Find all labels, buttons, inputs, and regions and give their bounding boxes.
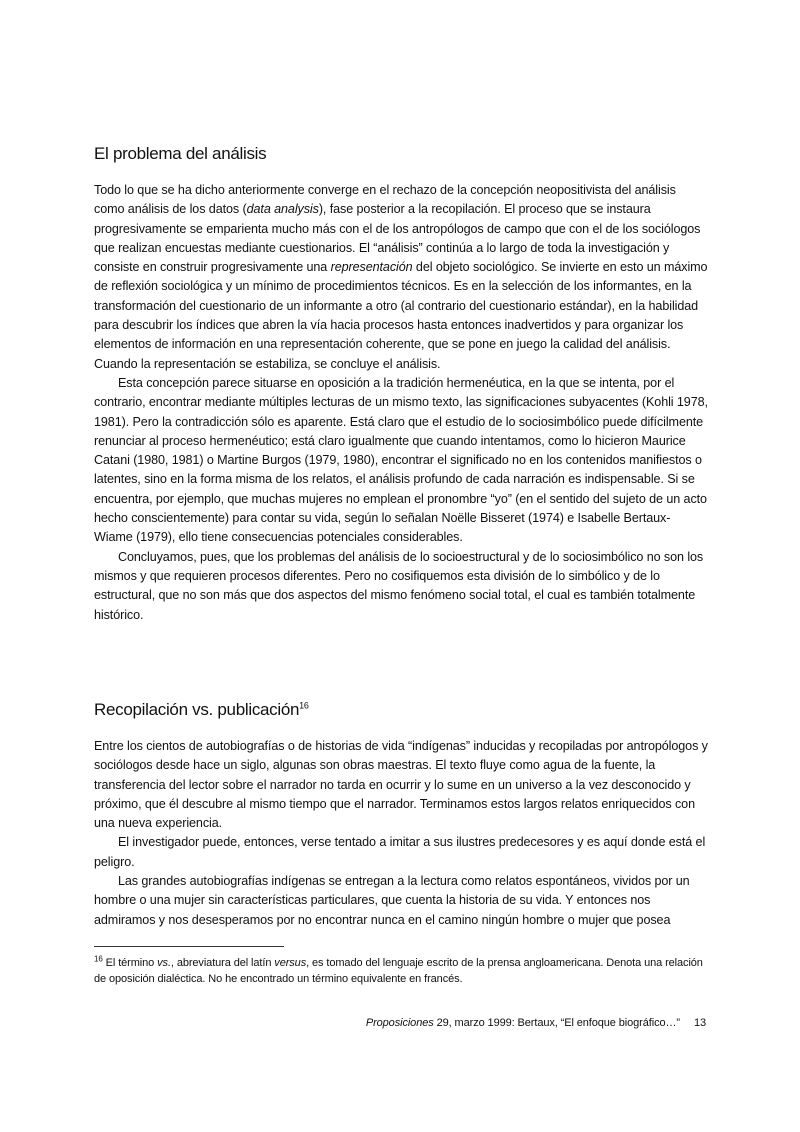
footer-citation: 29, marzo 1999: Bertaux, “El enfoque biográfico…” [433,1017,680,1029]
section-body-analysis [94,181,708,625]
heading-text: Recopilación vs. publicación [94,700,300,719]
emphasis-text: data analysis [246,202,319,217]
emphasis-text: versus [274,957,307,969]
paragraph: Las grandes autobiografías indígenas se entregan a la lectura como relatos espontáneos, vividos por un hombre o una mujer sin características particulares, que cuenta la historia de su vida. Y entonces nos admiramos y nos desesperamos por no encontrar nunca en el camino ningún hombre o mujer que posea [94,874,690,927]
footnote-number: 16 [94,954,103,964]
paragraph: El investigador puede, entonces, verse tentado a imitar a sus ilustres predecesores y es aquí donde está el peligro. [94,835,706,869]
journal-name: Proposiciones [365,1017,434,1029]
paragraph: Todo lo que se ha dicho anteriormente converge en el rechazo de la concepción neopositivista del análisis como análisis de los datos (data analysis), fase posterior a la recopilación. El proceso que se instaura progresivamente se emparienta mucho más con el de los antropólogos de campo que con el de los sociólogos que realizan encuestas mediante cuestionarios. El “análisis” continúa a lo largo de toda la investigación y consiste en construir progresivamente una representación del objeto sociológico. Se invierte en esto un máximo de reflexión sociológica y un mínimo de procedimientos técnicos. Es en la selección de los informantes, en la transformación del cuestionario de un informante a otro (al contrario del cuestionario estándar), en la habilidad para descubrir los índices que abren la vía hacia procesos hasta entonces inadvertidos y para organizar los elementos de información en una representación coherente, que se pone en juego la calidad del análisis. Cuando la representación se estabiliza, se concluye el análisis. [94,183,708,371]
footnote [94,955,708,987]
section-heading-collection [94,700,309,720]
paragraph: Concluyamos, pues, que los problemas del análisis de lo socioestructural y de lo sociosimbólico no son los mismos y que requieren procesos diferentes. Pero no cosifiquemos esta división de lo simbólico y de lo estructural, que no son más que dos aspectos del mismo fenómeno social total, el cual es también totalmente histórico. [94,549,704,622]
running-footer [366,1017,706,1029]
footnote-text: El término vs., abreviatura del latín versus, es tomado del lenguaje escrito de la prensa angloamericana. Denota una relación de oposición dialéctica. No he encontrado un término equivalente en francés. [94,957,703,985]
footnote-divider [94,946,284,947]
section-body-collection [94,737,708,930]
paragraph: Esta concepción parece situarse en oposición a la tradición hermenéutica, en la que se intenta, por el contrario, encontrar mediante múltiples lecturas de un mismo texto, las significaciones subyacentes (Kohli 1978, 1981). Pero la contradicción sólo es aparente. Está claro que el estudio de lo sociosimbólico puede difícilmente renunciar al proceso hermenéutico; está claro igualmente que cuando intentamos, como lo hicieron Maurice Catani (1980, 1981) o Martine Burgos (1979, 1980), encontrar el significado no en los contenidos manifiestos o latentes, sino en la forma misma de los relatos, el análisis profundo de cada narración es indispensable. Si se encuentra, por ejemplo, que muchas mujeres no emplean el pronombre “yo” (en el sentido del sujeto de un acto hecho conscientemente) para contar su vida, según lo señalan Noëlle Bisseret (1974) e Isabelle Bertaux-Wiame (1979), ello tiene consecuencias potenciales considerables. [94,375,708,545]
emphasis-text: vs. [157,957,171,969]
section-heading-analysis: El problema del análisis [94,144,267,163]
paragraph: Entre los cientos de autobiografías o de historias de vida “indígenas” inducidas y recopiladas por antropólogos y sociólogos desde hace un siglo, algunas son obras maestras. El texto fluye como agua de la fuente, la transferencia del lector sobre el narrador no tarda en ocurrir y lo sume en un universo a la vez desconocido y próximo, que él descubre al mismo tiempo que el narrador. Terminamos estos largos relatos enriquecidos con una nueva experiencia. [94,739,708,831]
footnote-ref[interactable]: 16 [299,700,309,711]
emphasis-text: representación [330,260,413,275]
page-number: 13 [693,1017,706,1029]
